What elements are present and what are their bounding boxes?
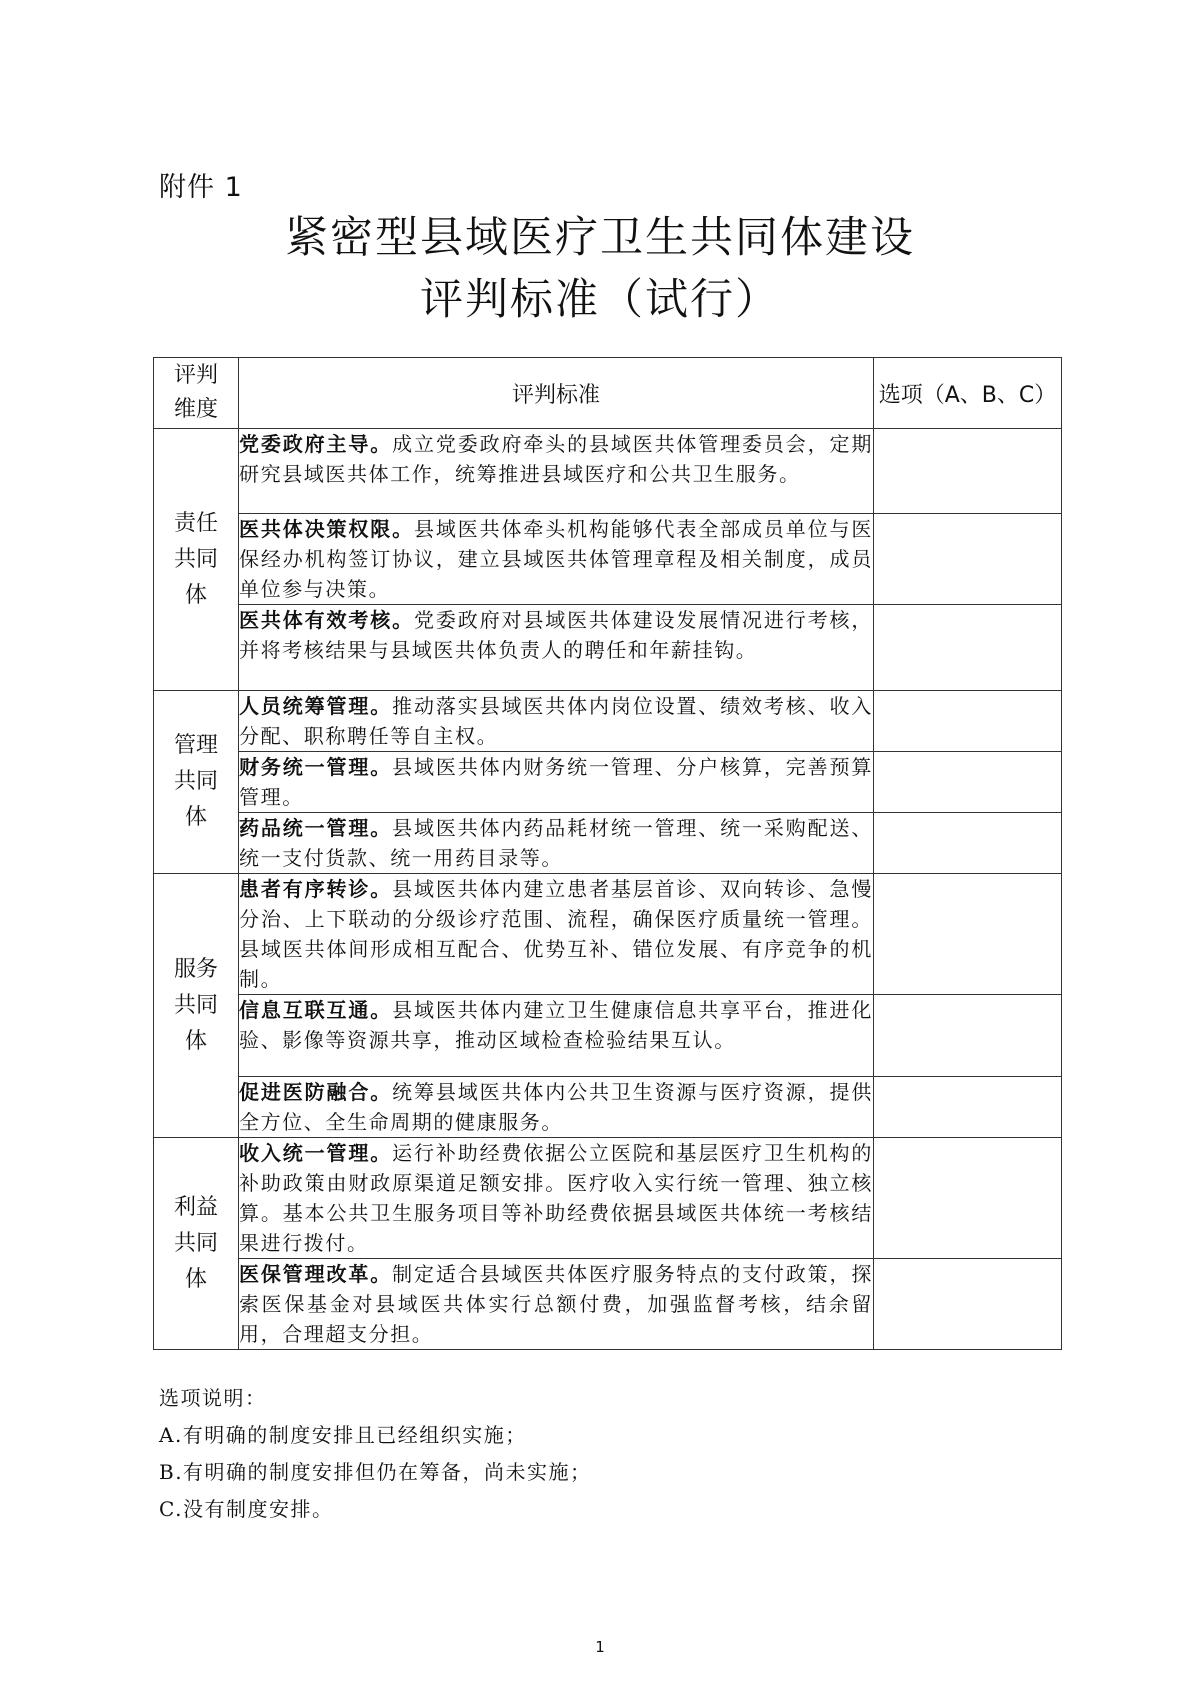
dimension-cell: 利益 共同 体: [154, 1138, 239, 1350]
option-cell[interactable]: [874, 1077, 1062, 1138]
standard-text: 运行补助经费依据公立医院和基层医疗卫生机构的补助政策由财政原渠道足额安排。医疗收入实行统一管理、独立核算。基本公共卫生服务项目等补助经费依据县域医共体统一考核结果进行拨付。: [239, 1141, 874, 1255]
table-row: [154, 874, 1062, 995]
attachment-label: 附件 1: [159, 172, 243, 203]
header-dimension: [154, 358, 239, 429]
standard-text: 成立党委政府牵头的县域医共体管理委员会，定期研究县域医共体工作，统筹推进县域医疗和公共卫生服务。: [239, 432, 874, 486]
table-row: [154, 605, 1062, 691]
table-row: [154, 752, 1062, 813]
table-row: [154, 1259, 1062, 1350]
note-b: B.有明确的制度安排但仍在筹备，尚未实施；: [159, 1460, 592, 1484]
standard-cell: [239, 1138, 874, 1259]
standard-heading: 收入统一管理。: [239, 1141, 393, 1165]
standard-heading: 促进医防融合。: [239, 1080, 393, 1104]
standard-heading: 党委政府主导。: [239, 432, 393, 456]
document-title-line1: 紧密型县域医疗卫生共同体建设: [285, 213, 915, 263]
table-row: [154, 691, 1062, 752]
header-option: 选项（A、B、C）: [874, 358, 1062, 429]
option-cell[interactable]: [874, 874, 1062, 995]
notes-title: 选项说明：: [159, 1386, 267, 1410]
standard-heading: 医共体决策权限。: [239, 517, 414, 541]
standard-heading: 医共体有效考核。: [239, 608, 414, 632]
option-notes: [159, 1380, 592, 1528]
dimension-cell: 责任 共同 体: [154, 429, 239, 691]
standard-text: 县域医共体内建立患者基层首诊、双向转诊、急慢分治、上下联动的分级诊疗范围、流程，确保医疗质量统一管理。县域医共体间形成相互配合、优势互补、错位发展、有序竞争的机制。: [239, 877, 874, 991]
table-row: [154, 995, 1062, 1077]
option-cell[interactable]: [874, 752, 1062, 813]
dimension-cell: 管理 共同 体: [154, 691, 239, 874]
table-row: [154, 429, 1062, 514]
option-cell[interactable]: [874, 514, 1062, 605]
standard-cell: [239, 1259, 874, 1350]
standard-cell: [239, 995, 874, 1077]
standard-cell: [239, 514, 874, 605]
standard-text: 党委政府对县域医共体建设发展情况进行考核，并将考核结果与县域医共体负责人的聘任和年薪挂钩。: [239, 608, 873, 662]
table-body: [154, 429, 1062, 1350]
standard-text: 县域医共体牵头机构能够代表全部成员单位与医保经办机构签订协议，建立县域医共体管理章程及相关制度，成员单位参与决策。: [239, 517, 873, 601]
page-number: 1: [595, 1638, 605, 1656]
standard-text: 推动落实县域医共体内岗位设置、绩效考核、收入分配、职称聘任等自主权。: [239, 694, 874, 748]
table-row: [154, 1138, 1062, 1259]
table-row: [154, 813, 1062, 874]
standard-cell: [239, 691, 874, 752]
standard-heading: 财务统一管理。: [239, 755, 393, 779]
standard-text: 制定适合县域医共体医疗服务特点的支付政策，探索医保基金对县域医共体实行总额付费，加强监督考核，结余留用，合理超支分担。: [239, 1262, 874, 1346]
note-c: C.没有制度安排。: [159, 1497, 334, 1521]
table-row: [154, 1077, 1062, 1138]
standard-heading: 人员统筹管理。: [239, 694, 393, 718]
standard-text: 县域医共体内药品耗材统一管理、统一采购配送、统一支付货款、统一用药目录等。: [239, 816, 874, 870]
standard-heading: 药品统一管理。: [239, 816, 393, 840]
standard-heading: 医保管理改革。: [239, 1262, 393, 1286]
standard-cell: [239, 429, 874, 514]
standard-heading: 患者有序转诊。: [239, 877, 393, 901]
standard-cell: [239, 813, 874, 874]
option-cell[interactable]: [874, 429, 1062, 514]
standard-text: 统筹县域医共体内公共卫生资源与医疗资源，提供全方位、全生命周期的健康服务。: [239, 1080, 874, 1134]
option-cell[interactable]: [874, 995, 1062, 1077]
note-a: A.有明确的制度安排且已经组织实施；: [159, 1423, 527, 1447]
option-cell[interactable]: [874, 1138, 1062, 1259]
option-cell[interactable]: [874, 691, 1062, 752]
table-header-row: [154, 358, 1062, 429]
table-row: [154, 514, 1062, 605]
header-dimension-label: 评判 维度: [173, 363, 218, 422]
standard-cell: [239, 1077, 874, 1138]
criteria-table: [153, 357, 1062, 1350]
standard-cell: [239, 874, 874, 995]
standard-heading: 信息互联互通。: [239, 998, 393, 1022]
standard-text: 县域医共体内财务统一管理、分户核算，完善预算管理。: [239, 755, 874, 809]
document-title-line2: 评判标准（试行）: [420, 275, 780, 325]
standard-text: 县域医共体内建立卫生健康信息共享平台，推进化验、影像等资源共享，推动区域检查检验结果互认。: [239, 998, 874, 1052]
dimension-cell: 服务 共同 体: [154, 874, 239, 1138]
option-cell[interactable]: [874, 813, 1062, 874]
standard-cell: [239, 752, 874, 813]
option-cell[interactable]: [874, 1259, 1062, 1350]
option-cell[interactable]: [874, 605, 1062, 691]
header-standard: 评判标准: [239, 358, 874, 429]
standard-cell: [239, 605, 874, 691]
